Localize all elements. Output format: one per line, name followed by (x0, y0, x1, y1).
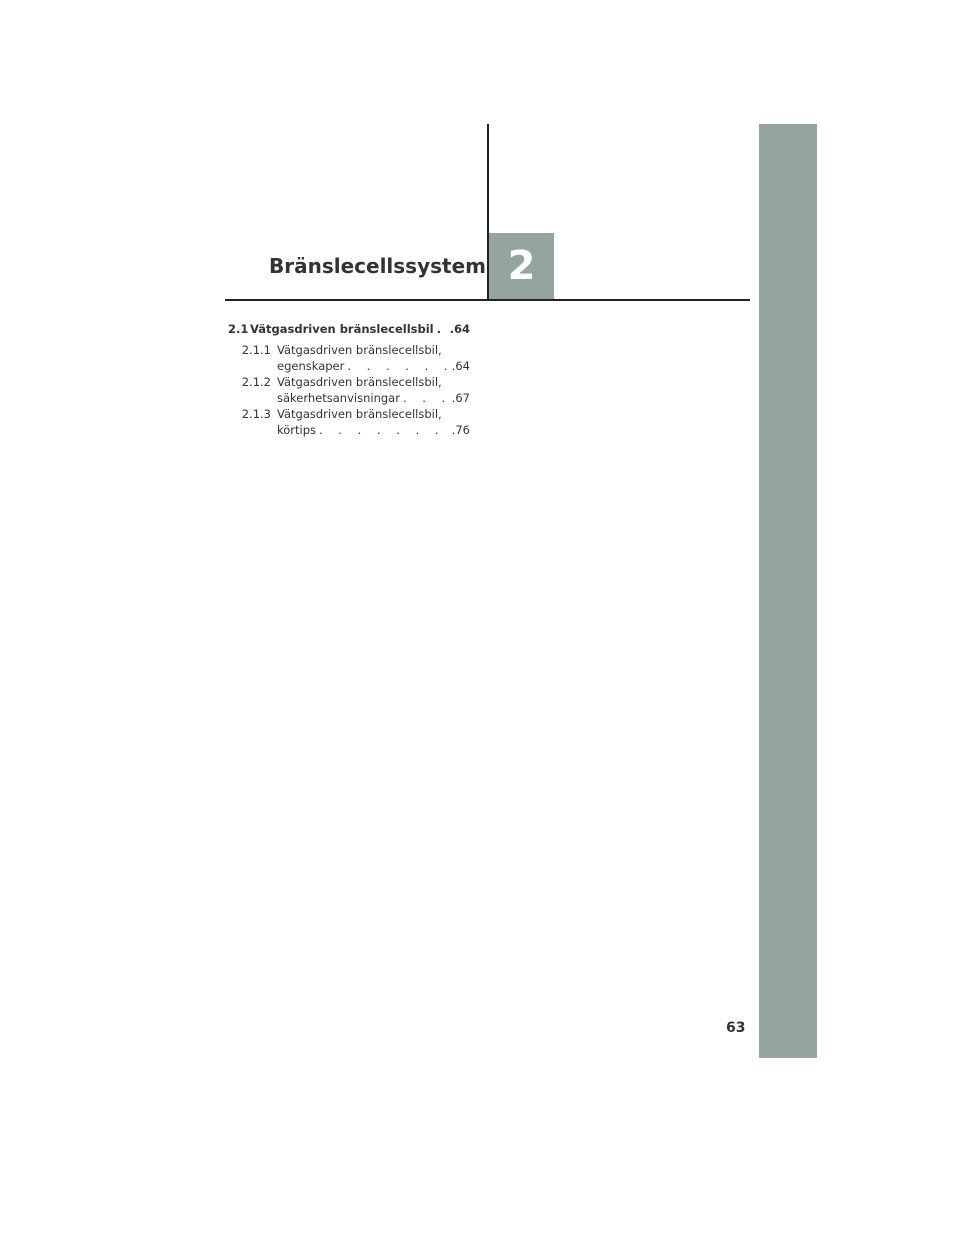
toc-main-title: Vätgasdriven bränslecellsbil (250, 322, 434, 336)
toc-main-number: 2.1 (228, 322, 249, 336)
toc-subsection-list (228, 343, 470, 439)
toc-leader-dots (344, 359, 451, 373)
chapter-number: 2 (507, 243, 536, 289)
toc-sub-line1: Vätgasdriven bränslecellsbil, (277, 343, 442, 357)
toc-sub-line2: körtips (277, 423, 317, 437)
chapter-title: Bränslecellssystem (268, 254, 486, 278)
toc-sub-number: 2.1.1 (241, 343, 271, 357)
chapter-number-box (489, 233, 554, 299)
toc-sub-number: 2.1.3 (241, 407, 271, 421)
toc-subsection-entry[interactable] (228, 343, 470, 375)
toc-sub-line2: egenskaper (277, 359, 345, 373)
side-tab-marker (759, 124, 817, 1058)
toc-sub-page: .64 (451, 359, 470, 373)
toc-main-entry[interactable] (228, 322, 470, 340)
toc-sub-page: .67 (451, 391, 470, 405)
toc-sub-line2: säkerhetsanvisningar (277, 391, 400, 405)
toc-sub-number: 2.1.2 (241, 375, 271, 389)
toc-sub-line1: Vätgasdriven bränslecellsbil, (277, 375, 442, 389)
toc-leader-dots (316, 423, 452, 437)
toc-sub-line1: Vätgasdriven bränslecellsbil, (277, 407, 442, 421)
toc-leader-dots (434, 322, 450, 336)
toc-subsection-entry[interactable] (228, 407, 470, 439)
table-of-contents (228, 322, 470, 439)
toc-leader-dots (400, 391, 452, 405)
toc-subsection-entry[interactable] (228, 375, 470, 407)
horizontal-rule (225, 299, 750, 301)
toc-sub-page: .76 (451, 423, 470, 437)
page-number: 63 (726, 1020, 746, 1036)
toc-main-page: .64 (449, 322, 470, 336)
